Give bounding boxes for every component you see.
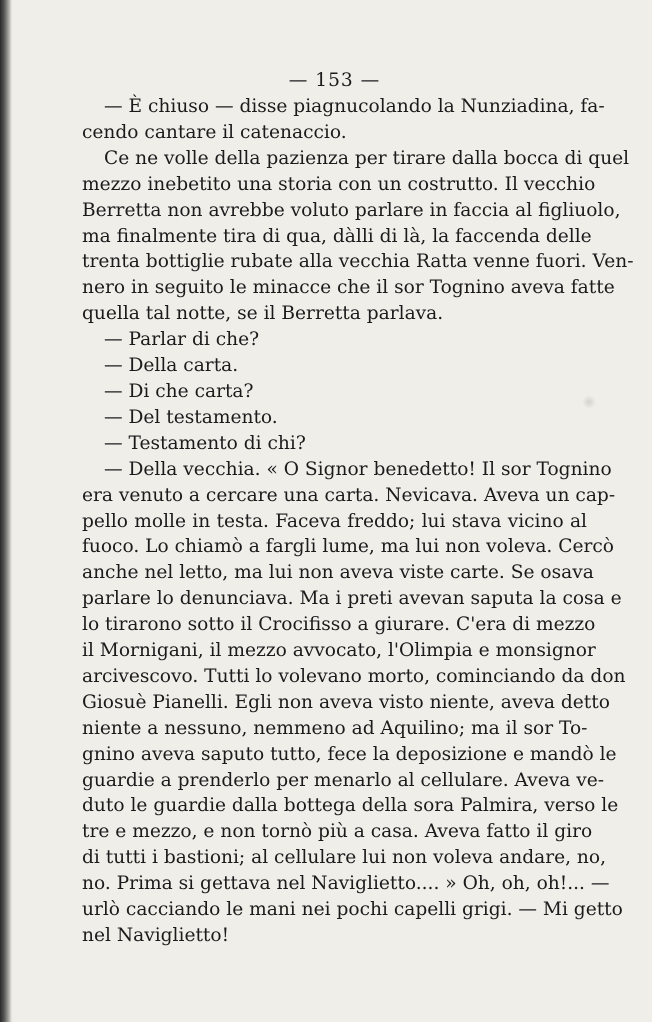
text-line: nero in seguito le minacce che il sor Tognino aveva fatte [82, 277, 615, 299]
paragraph [82, 327, 587, 353]
text-line: anche nel letto, ma lui non aveva viste carte. Se osava [82, 562, 594, 584]
text-line: trenta bottiglie rubate alla vecchia Ratta venne fuori. Ven- [82, 251, 634, 273]
paragraph [82, 431, 587, 457]
text-line: — Della vecchia. « O Signor benedetto! Il sor Tognino [104, 458, 612, 480]
text-line: — Parlar di che? [104, 329, 260, 351]
text-line: gnino aveva saputo tutto, fece la deposizione e mandò le [82, 743, 617, 765]
text-line: pello molle in testa. Faceva freddo; lui stava vicino al [82, 510, 587, 532]
text-line: era venuto a cercare una carta. Nevicava. Aveva un cap- [82, 484, 616, 506]
text-line: urlò cacciando le mani nei pochi capelli grigi. — Mi getto [82, 899, 623, 921]
paragraph [82, 146, 634, 327]
text-line: mezzo inebetito una storia con un costrutto. Il vecchio [82, 173, 596, 195]
text-line: il Mornigani, il mezzo avvocato, l'Olimpia e monsignor [82, 640, 596, 662]
text-line: di tutti i bastioni; al cellulare lui non voleva andare, no, [82, 847, 606, 869]
text-line: Giosuè Pianelli. Egli non aveva visto niente, aveva detto [82, 691, 610, 713]
text-line: nel Naviglietto! [82, 925, 230, 946]
page-number: — 153 — [288, 70, 381, 91]
text-line: guardie a prenderlo per menarlo al cellulare. Aveva ve- [82, 769, 605, 791]
text-line: — Del testamento. [104, 406, 278, 428]
book-spine-shadow [0, 0, 12, 1022]
text-line: quella tal notte, se il Berretta parlava. [82, 303, 444, 325]
text-line: arcivescovo. Tutti lo volevano morto, cominciando da don [82, 665, 626, 687]
text-line: fuoco. Lo chiamò a fargli lume, ma lui non voleva. Cercò [82, 536, 614, 558]
paragraph [82, 353, 587, 379]
page-text [82, 68, 634, 949]
text-line: parlare lo denunciava. Ma i preti avevan saputa la cosa e [82, 588, 622, 610]
paragraph [82, 457, 626, 949]
text-line: ma finalmente tira di qua, dàlli di là, la faccenda delle [82, 225, 592, 247]
paragraph [82, 94, 605, 146]
paragraph [82, 405, 587, 431]
paragraph [82, 379, 587, 405]
text-line: tre e mezzo, e non tornò più a casa. Aveva fatto il giro [82, 821, 593, 843]
text-line: — Testamento di chi? [104, 432, 306, 454]
text-line: — Della carta. [104, 355, 239, 377]
text-line: lo tirarono sotto il Crocifisso a giurare. C'era di mezzo [82, 614, 596, 636]
text-line: cendo cantare il catenaccio. [82, 121, 347, 143]
text-line: Ce ne volle della pazienza per tirare dalla bocca di quel [104, 147, 630, 169]
text-line: no. Prima si gettava nel Naviglietto.... » Oh, oh, oh!... — [82, 873, 610, 895]
text-line: duto le guardie dalla bottega della sora Palmira, verso le [82, 795, 619, 817]
text-line: Berretta non avrebbe voluto parlare in faccia al figliuolo, [82, 199, 621, 221]
text-line: niente a nessuno, nemmeno ad Aquilino; ma il sor To- [82, 717, 588, 739]
body-text [82, 94, 634, 949]
text-line: — È chiuso — disse piagnucolando la Nunziadina, fa- [104, 96, 605, 117]
text-line: — Di che carta? [104, 380, 254, 402]
